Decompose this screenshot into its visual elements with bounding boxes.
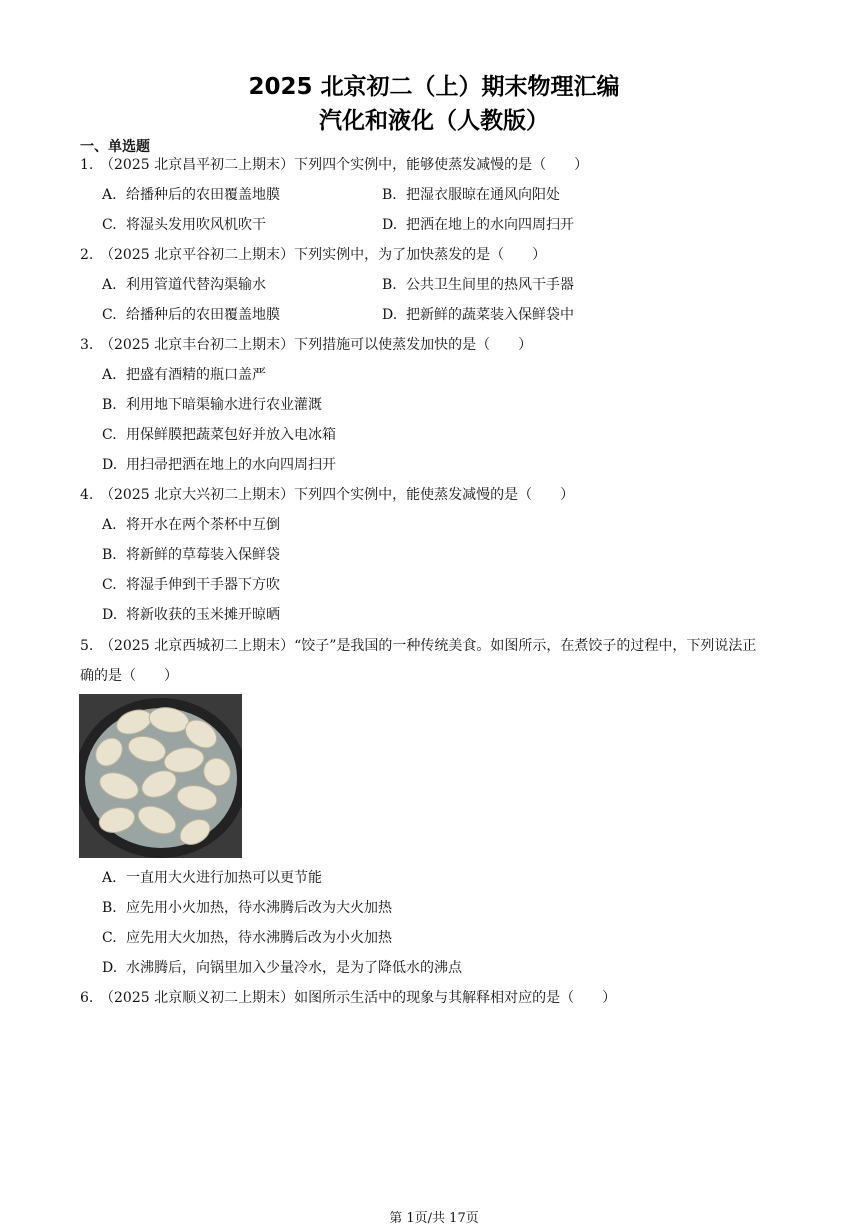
question-number: 4. xyxy=(80,487,94,503)
question-number: 5. xyxy=(80,638,94,654)
option-label: B. xyxy=(382,187,397,203)
option-3d xyxy=(102,456,336,474)
option-label: B. xyxy=(102,900,117,916)
option-text: 把盛有酒精的瓶口盖严 xyxy=(126,367,266,383)
option-text: 将开水在两个茶杯中互倒 xyxy=(126,517,280,533)
option-4b xyxy=(102,546,280,564)
option-text: 利用管道代替沟渠输水 xyxy=(126,277,266,293)
question-text: （2025 北京平谷初二上期末）下列实例中，为了加快蒸发的是（ ） xyxy=(100,247,547,263)
dumpling-pot-image xyxy=(79,694,242,858)
option-label: A. xyxy=(102,367,117,383)
question-text: （2025 北京昌平初二上期末）下列四个实例中，能够使蒸发减慢的是（ ） xyxy=(100,157,589,173)
option-text: 将新鲜的草莓装入保鲜袋 xyxy=(126,547,280,563)
option-2a xyxy=(102,276,266,294)
question-5-continued: 确的是（ ） xyxy=(80,668,178,684)
option-label: C. xyxy=(102,307,117,323)
option-label: D. xyxy=(102,960,118,976)
option-label: C. xyxy=(102,217,117,233)
option-text: 把新鲜的蔬菜装入保鲜袋中 xyxy=(406,307,574,323)
option-label: B. xyxy=(102,547,117,563)
option-3b xyxy=(102,396,322,414)
option-text: 应先用小火加热，待水沸腾后改为大火加热 xyxy=(126,900,392,916)
option-text: 把湿衣服晾在通风向阳处 xyxy=(406,187,560,203)
option-label: A. xyxy=(102,517,117,533)
option-label: A. xyxy=(102,277,117,293)
option-4c xyxy=(102,576,280,594)
option-label: A. xyxy=(102,870,117,886)
option-1c xyxy=(102,216,266,234)
option-text: 把洒在地上的水向四周扫开 xyxy=(406,217,574,233)
question-text: （2025 北京大兴初二上期末）下列四个实例中，能使蒸发减慢的是（ ） xyxy=(100,487,575,503)
question-text: （2025 北京顺义初二上期末）如图所示生活中的现象与其解释相对应的是（ ） xyxy=(100,990,617,1006)
option-text: 给播种后的农田覆盖地膜 xyxy=(126,187,280,203)
question-number: 2. xyxy=(80,247,94,263)
question-number: 1. xyxy=(80,157,94,173)
question-text: （2025 北京丰台初二上期末）下列措施可以使蒸发加快的是（ ） xyxy=(100,337,533,353)
option-text: 用保鲜膜把蔬菜包好并放入电冰箱 xyxy=(126,427,336,443)
option-2b xyxy=(382,276,574,294)
option-3a xyxy=(102,366,266,384)
option-label: C. xyxy=(102,577,117,593)
option-4d xyxy=(102,606,280,624)
option-text: 公共卫生间里的热风干手器 xyxy=(406,277,574,293)
option-2c xyxy=(102,306,280,324)
option-text: 应先用大火加热，待水沸腾后改为小火加热 xyxy=(126,930,392,946)
option-text: 水沸腾后，向锅里加入少量冷水，是为了降低水的沸点 xyxy=(126,960,462,976)
question-3 xyxy=(80,336,532,354)
option-label: B. xyxy=(102,397,117,413)
option-text: 一直用大火进行加热可以更节能 xyxy=(126,870,322,886)
option-2d xyxy=(382,306,574,324)
option-text: 给播种后的农田覆盖地膜 xyxy=(126,307,280,323)
option-4a xyxy=(102,516,280,534)
option-1d xyxy=(382,216,574,234)
option-5d xyxy=(102,959,462,977)
option-label: B. xyxy=(382,277,397,293)
section-heading: 一、单选题 xyxy=(80,139,150,155)
option-text: 将新收获的玉米摊开晾晒 xyxy=(126,607,280,623)
document-title: 2025 北京初二（上）期末物理汇编 xyxy=(248,74,620,100)
question-2 xyxy=(80,246,546,264)
question-4 xyxy=(80,486,574,504)
option-label: D. xyxy=(102,607,118,623)
option-label: D. xyxy=(102,457,118,473)
option-1a xyxy=(102,186,280,204)
option-text: 将湿手伸到干手器下方吹 xyxy=(126,577,280,593)
question-text: （2025 北京西城初二上期末）“饺子”是我国的一种传统美食。如图所示，在煮饺子的过程中，下列说法正 xyxy=(100,638,757,654)
document-subtitle: 汽化和液化（人教版） xyxy=(319,108,549,134)
option-text: 用扫帚把洒在地上的水向四周扫开 xyxy=(126,457,336,473)
option-5a xyxy=(102,869,322,887)
option-text: 将湿头发用吹风机吹干 xyxy=(126,217,266,233)
question-number: 3. xyxy=(80,337,94,353)
option-label: D. xyxy=(382,307,398,323)
option-text: 利用地下暗渠输水进行农业灌溉 xyxy=(126,397,322,413)
option-5b xyxy=(102,899,392,917)
option-label: C. xyxy=(102,427,117,443)
option-label: D. xyxy=(382,217,398,233)
question-6 xyxy=(80,989,616,1007)
option-3c xyxy=(102,426,336,444)
question-5 xyxy=(80,637,756,655)
question-number: 6. xyxy=(80,990,94,1006)
option-5c xyxy=(102,929,392,947)
option-label: C. xyxy=(102,930,117,946)
page-footer: 第 1页/共 17页 xyxy=(389,1211,479,1226)
option-label: A. xyxy=(102,187,117,203)
question-1 xyxy=(80,156,588,174)
option-1b xyxy=(382,186,560,204)
